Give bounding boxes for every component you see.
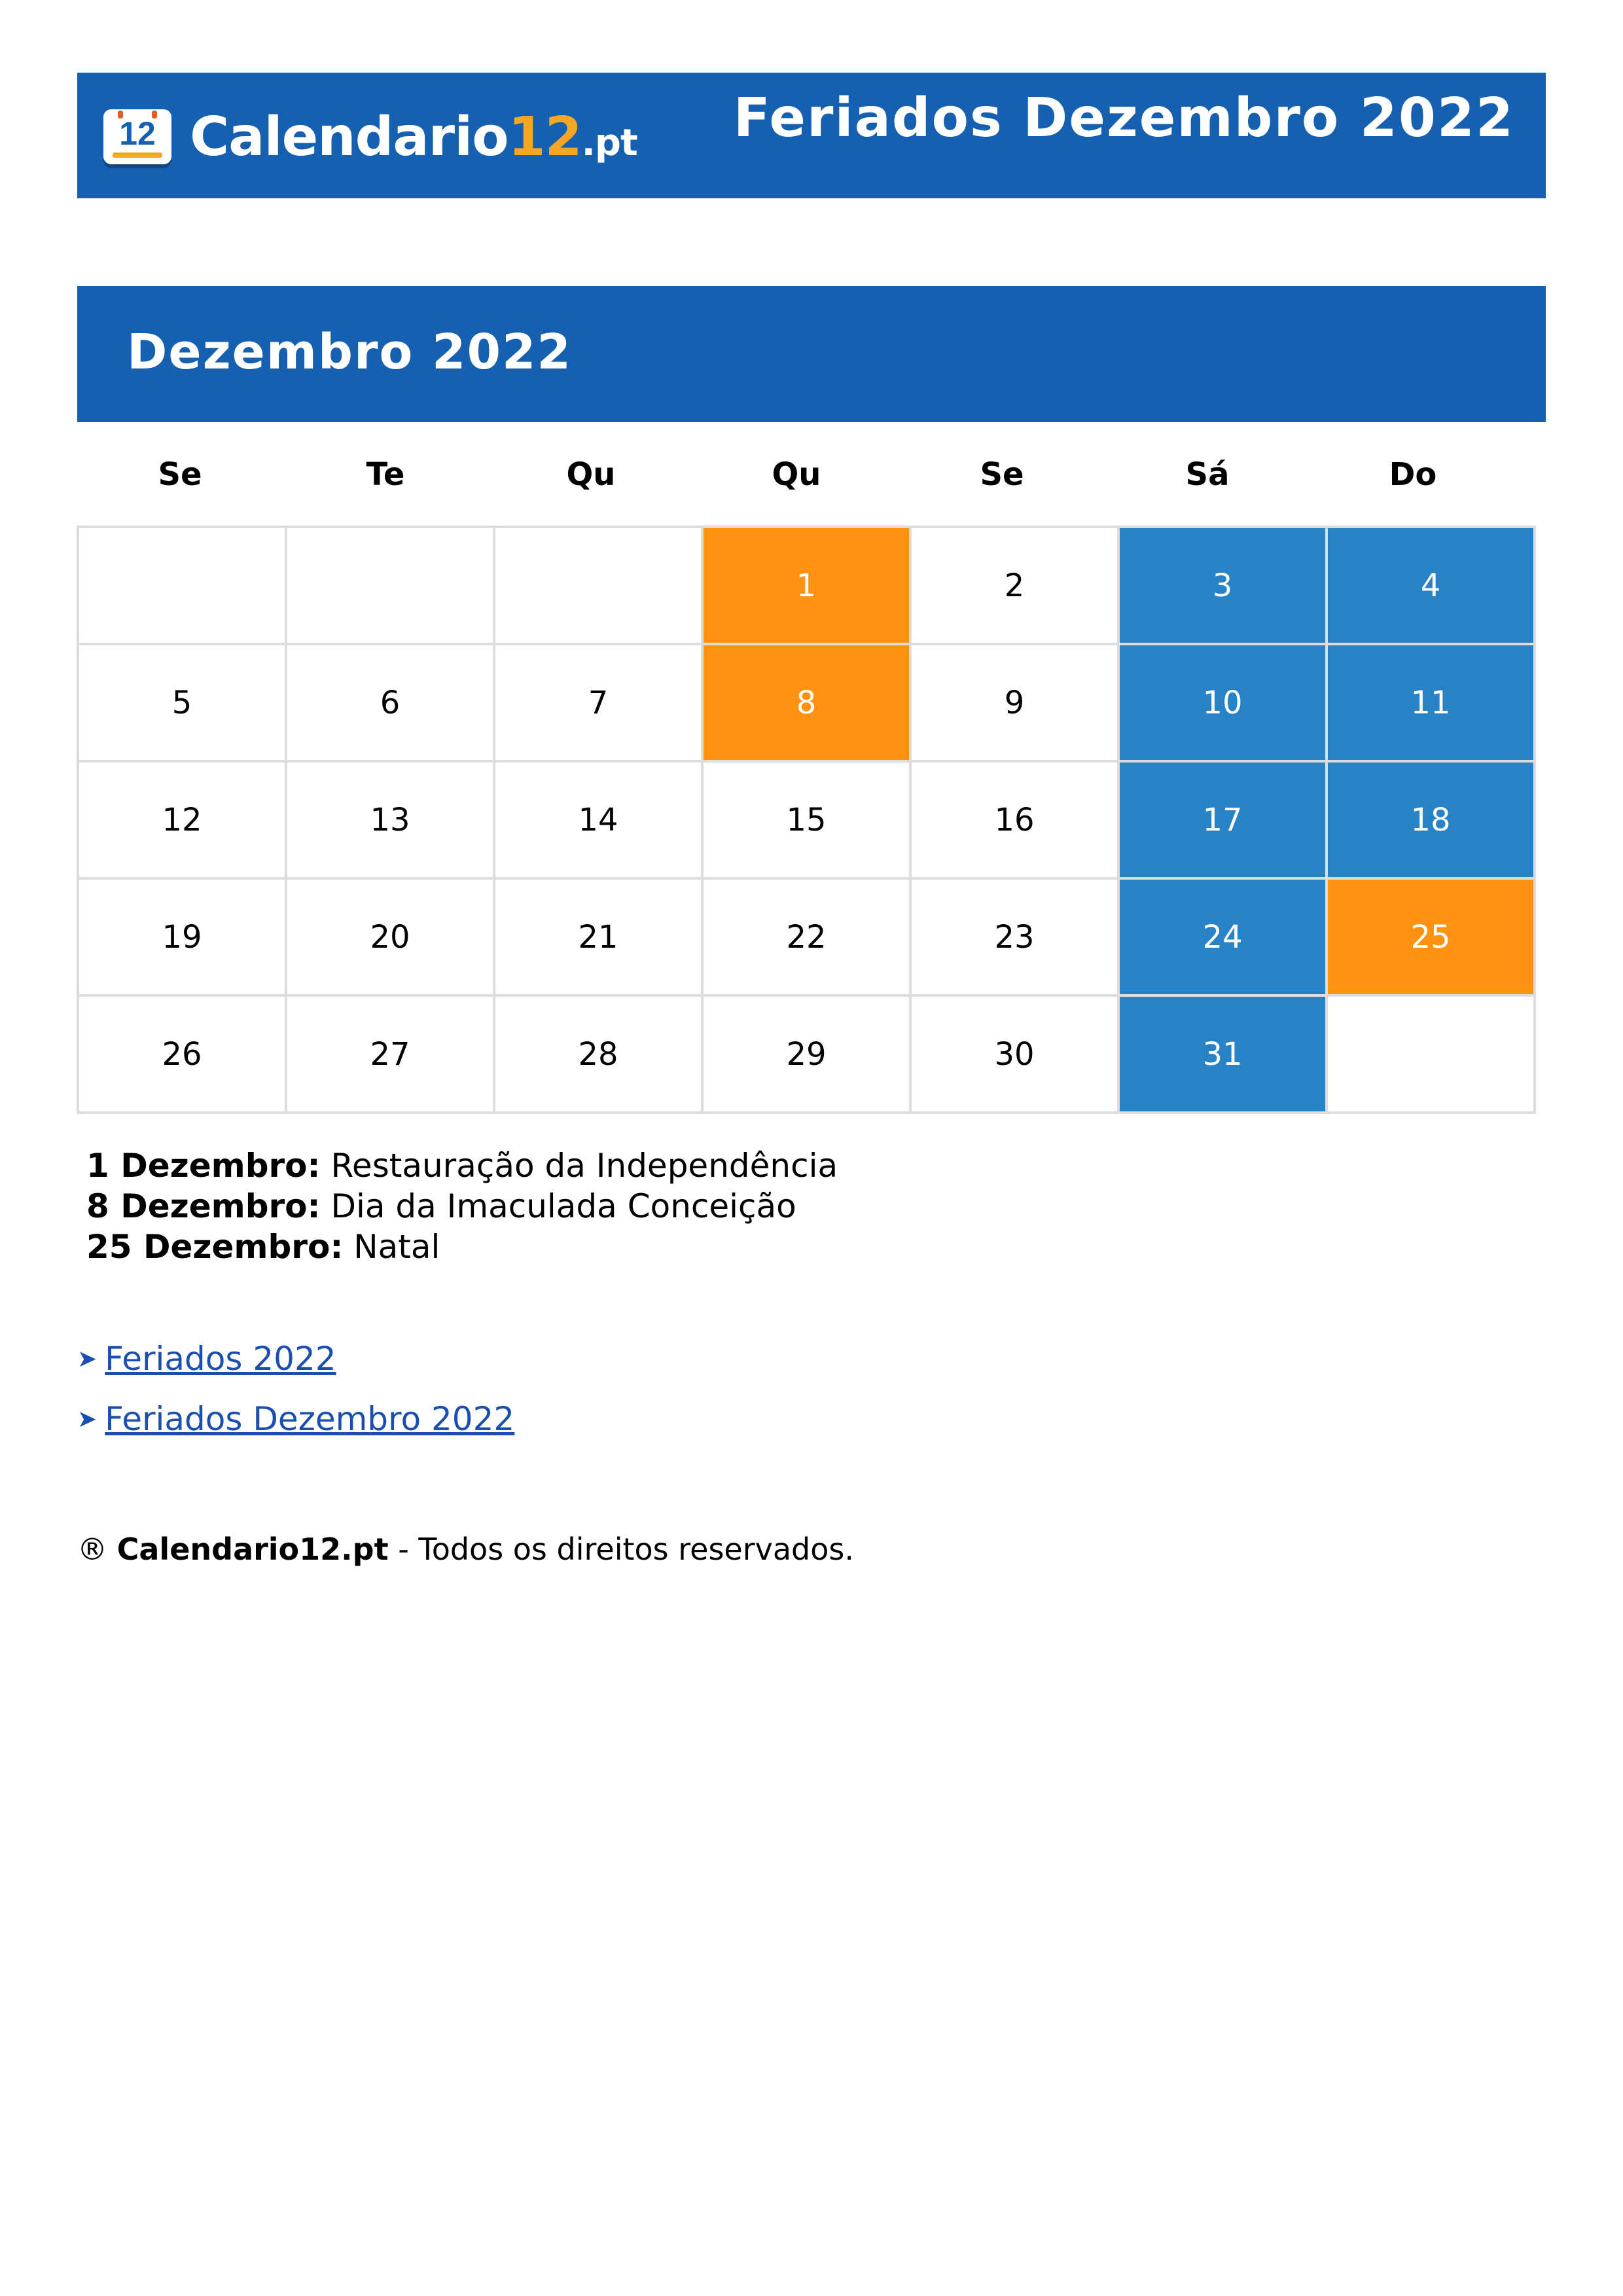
page-title: Feriados Dezembro 2022	[733, 87, 1514, 149]
day-cell[interactable]: 6	[287, 645, 495, 762]
calendar-icon-number: 12	[119, 115, 156, 152]
holiday-date: 8 Dezembro:	[86, 1187, 321, 1225]
weekday-label: Te	[366, 456, 405, 493]
related-link[interactable]: Feriados 2022	[105, 1340, 336, 1378]
day-cell[interactable]: 17	[1120, 762, 1328, 880]
holiday-item	[86, 1227, 838, 1267]
page-header	[77, 73, 1546, 198]
calendar-icon	[103, 109, 171, 164]
registered-symbol: ®	[77, 1532, 107, 1567]
day-cell[interactable]: 7	[495, 645, 704, 762]
day-cell[interactable]: 29	[704, 997, 912, 1114]
holiday-name: Dia da Imaculada Conceição	[330, 1187, 796, 1225]
day-cell[interactable]: 5	[79, 645, 287, 762]
holiday-item	[86, 1145, 838, 1186]
day-cell[interactable]: 20	[287, 880, 495, 997]
day-cell[interactable]: 2	[912, 528, 1120, 645]
holiday-date: 1 Dezembro:	[86, 1147, 321, 1185]
month-title: Dezembro 2022	[127, 324, 573, 380]
day-cell[interactable]: 15	[704, 762, 912, 880]
day-cell[interactable]: 13	[287, 762, 495, 880]
link-row	[77, 1329, 514, 1389]
day-cell[interactable]: 28	[495, 997, 704, 1114]
related-links	[77, 1329, 514, 1449]
footer-text: - Todos os direitos reservados.	[398, 1532, 854, 1567]
logo-tld: .pt	[581, 121, 637, 164]
holiday-item	[86, 1186, 838, 1227]
weekday-label: Qu	[566, 456, 616, 493]
weekday-label: Do	[1389, 456, 1437, 493]
day-cell[interactable]: 22	[704, 880, 912, 997]
day-cell[interactable]: 23	[912, 880, 1120, 997]
calendar-grid	[77, 526, 1536, 1114]
day-cell[interactable]: 24	[1120, 880, 1328, 997]
empty-day-cell	[1328, 997, 1536, 1114]
calendar-icon-bar	[113, 152, 162, 158]
day-cell[interactable]: 27	[287, 997, 495, 1114]
link-row	[77, 1389, 514, 1449]
empty-day-cell	[287, 528, 495, 645]
logo-text	[190, 106, 637, 168]
empty-day-cell	[79, 528, 287, 645]
weekday-label: Qu	[772, 456, 821, 493]
holiday-date: 25 Dezembro:	[86, 1228, 344, 1266]
arrow-icon: ➤	[77, 1345, 98, 1372]
holiday-day-cell[interactable]: 1	[704, 528, 912, 645]
site-logo[interactable]	[103, 105, 637, 168]
holiday-name: Natal	[353, 1228, 440, 1266]
holiday-day-cell[interactable]: 8	[704, 645, 912, 762]
day-cell[interactable]: 16	[912, 762, 1120, 880]
day-cell[interactable]: 26	[79, 997, 287, 1114]
day-cell[interactable]: 31	[1120, 997, 1328, 1114]
footer	[77, 1532, 854, 1567]
day-cell[interactable]: 30	[912, 997, 1120, 1114]
logo-accent: 12	[508, 105, 582, 168]
day-cell[interactable]: 3	[1120, 528, 1328, 645]
day-cell[interactable]: 21	[495, 880, 704, 997]
related-link[interactable]: Feriados Dezembro 2022	[105, 1400, 515, 1438]
day-cell[interactable]: 12	[79, 762, 287, 880]
day-cell[interactable]: 18	[1328, 762, 1536, 880]
day-cell[interactable]: 10	[1120, 645, 1328, 762]
day-cell[interactable]: 14	[495, 762, 704, 880]
weekday-label: Se	[980, 456, 1024, 493]
holiday-day-cell[interactable]: 25	[1328, 880, 1536, 997]
day-cell[interactable]: 9	[912, 645, 1120, 762]
weekday-header-row	[77, 452, 1546, 497]
empty-day-cell	[495, 528, 704, 645]
footer-brand: Calendario12.pt	[116, 1532, 389, 1567]
day-cell[interactable]: 4	[1328, 528, 1536, 645]
arrow-icon: ➤	[77, 1405, 98, 1433]
holidays-list	[86, 1145, 838, 1267]
month-header	[77, 286, 1546, 422]
weekday-label: Sá	[1185, 456, 1230, 493]
day-cell[interactable]: 19	[79, 880, 287, 997]
holiday-name: Restauração da Independência	[330, 1147, 838, 1185]
weekday-label: Se	[158, 456, 202, 493]
logo-name: Calendario	[190, 105, 508, 168]
day-cell[interactable]: 11	[1328, 645, 1536, 762]
